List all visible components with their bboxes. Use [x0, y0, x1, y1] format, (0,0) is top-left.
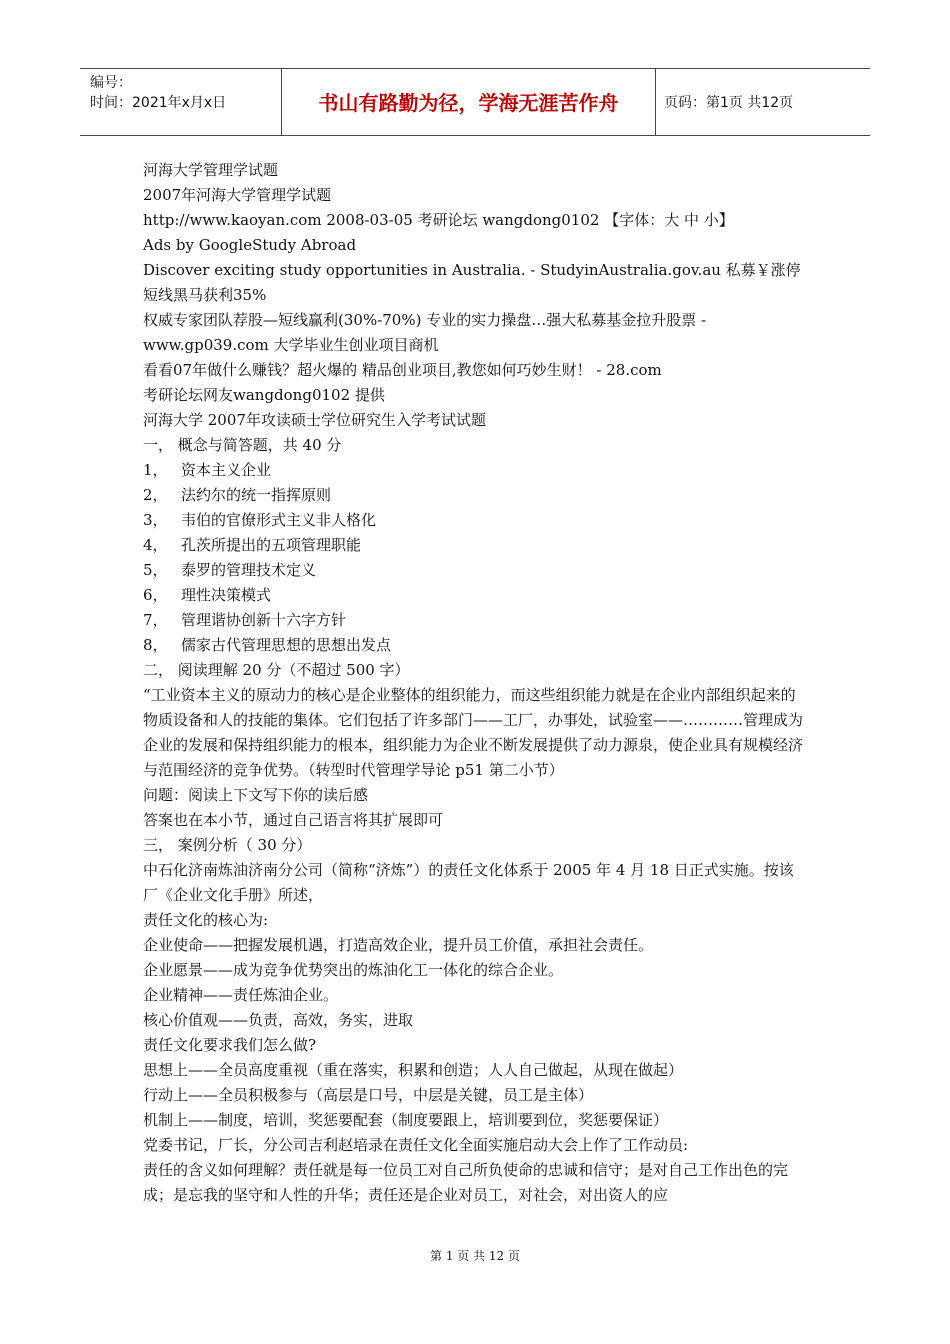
paragraph: 思想上——全员高度重视（重在落实，积累和创造；人人自己做起，从现在做起） — [143, 1061, 684, 1079]
ad-text: 看看07年做什么赚钱？超火爆的 精品创业项目,教您如何巧妙生财！ - 28.com — [143, 361, 662, 379]
page-header — [80, 68, 870, 136]
paragraph: 行动上——全员积极参与（高层是口号，中层是关键，员工是主体） — [143, 1086, 594, 1104]
header-meta — [80, 69, 282, 135]
paragraph: 企业愿景——成为竞争优势突出的炼油化工一体化的综合企业。 — [143, 961, 564, 979]
header-page-info: 页码：第1页 共12页 — [664, 95, 794, 111]
paragraph: 责任文化要求我们怎么做? — [143, 1036, 317, 1054]
paragraph: 中石化济南炼油济南分公司（简称“济炼”）的责任文化体系于 2005 年 4 月 18 日正式实施。按该厂《企业文化手册》所述， — [143, 861, 794, 904]
paragraph: 企业精神——责任炼油企业。 — [143, 986, 339, 1004]
paragraph: “工业资本主义的原动力的核心是企业整体的组织能力，而这些组织能力就是在企业内部组织起来的物质设备和人的技能的集体。它们包括了许多部门——工厂，办事处，试验室——…………管理成为企业的发展和保持组织能力的根本，组织能力为企业不断发展提供了动力源泉，使企业具有规模经济与范围经济的竞争优势。（转型时代管理学导论 p51 第二小节） — [143, 686, 804, 779]
section-heading: 一， 概念与简答题，共 40 分 — [143, 436, 342, 454]
serial-label: 编号： — [90, 75, 132, 91]
paragraph: 问题：阅读上下文写下你的读后感 — [143, 786, 369, 804]
paragraph: 企业使命——把握发展机遇，打造高效企业，提升员工价值，承担社会责任。 — [143, 936, 654, 954]
ad-text: Discover exciting study opportunities in Australia. - StudyinAustralia.gov.au 私募￥涨停短线黑马获利35% — [143, 261, 801, 304]
list-item: 5， 泰罗的管理技术定义 — [143, 561, 317, 579]
list-item: 1， 资本主义企业 — [143, 461, 272, 479]
ad-text: 权威专家团队荐股—短线赢利(30%-70%) 专业的实力操盘…强大私募基金拉升股票 - www.gp039.com 大学毕业生创业项目商机 — [143, 311, 707, 354]
paragraph: 答案也在本小节，通过自己语言将其扩展即可 — [143, 811, 444, 829]
page-footer: 第 1 页 共 12 页 — [430, 1249, 520, 1263]
date-label: 时间：2021年x月x日 — [90, 95, 227, 111]
ad-title: Ads by GoogleStudy Abroad — [143, 236, 357, 254]
list-item: 2， 法约尔的统一指挥原则 — [143, 486, 332, 504]
paragraph: 党委书记，厂长，分公司吉利赵培录在责任文化全面实施启动大会上作了工作动员: — [143, 1136, 689, 1154]
document-body — [143, 158, 808, 1208]
source-line: http://www.kaoyan.com 2008-03-05 考研论坛 wangdong0102 【字体：大 中 小】 — [143, 211, 734, 229]
section-heading: 二， 阅读理解 20 分（不超过 500 字） — [143, 661, 410, 679]
paragraph: 责任文化的核心为: — [143, 911, 269, 929]
exam-title: 河海大学 2007年攻读硕士学位研究生入学考试试题 — [143, 411, 486, 429]
list-item: 6， 理性决策模式 — [143, 586, 272, 604]
doc-subtitle: 2007年河海大学管理学试题 — [143, 186, 332, 204]
provider-line: 考研论坛网友wangdong0102 提供 — [143, 386, 385, 404]
section-heading: 三， 案例分析（ 30 分） — [143, 836, 312, 854]
list-item: 8， 儒家古代管理思想的思想出发点 — [143, 636, 392, 654]
paragraph: 核心价值观——负责，高效，务实，进取 — [143, 1011, 414, 1029]
doc-title: 河海大学管理学试题 — [143, 161, 279, 179]
paragraph: 机制上——制度，培训，奖惩要配套（制度要跟上，培训要到位，奖惩要保证） — [143, 1111, 669, 1129]
paragraph: 责任的含义如何理解？责任就是每一位员工对自己所负使命的忠诚和信守；是对自己工作出色的完成；是忘我的坚守和人性的升华；责任还是企业对员工，对社会，对出资人的应 — [143, 1161, 789, 1204]
list-item: 3， 韦伯的官僚形式主义非人格化 — [143, 511, 377, 529]
list-item: 7， 管理谐协创新十六字方针 — [143, 611, 347, 629]
list-item: 4， 孔茨所提出的五项管理职能 — [143, 536, 362, 554]
header-motto: 书山有路勤为径，学海无涯苦作舟 — [282, 69, 656, 135]
